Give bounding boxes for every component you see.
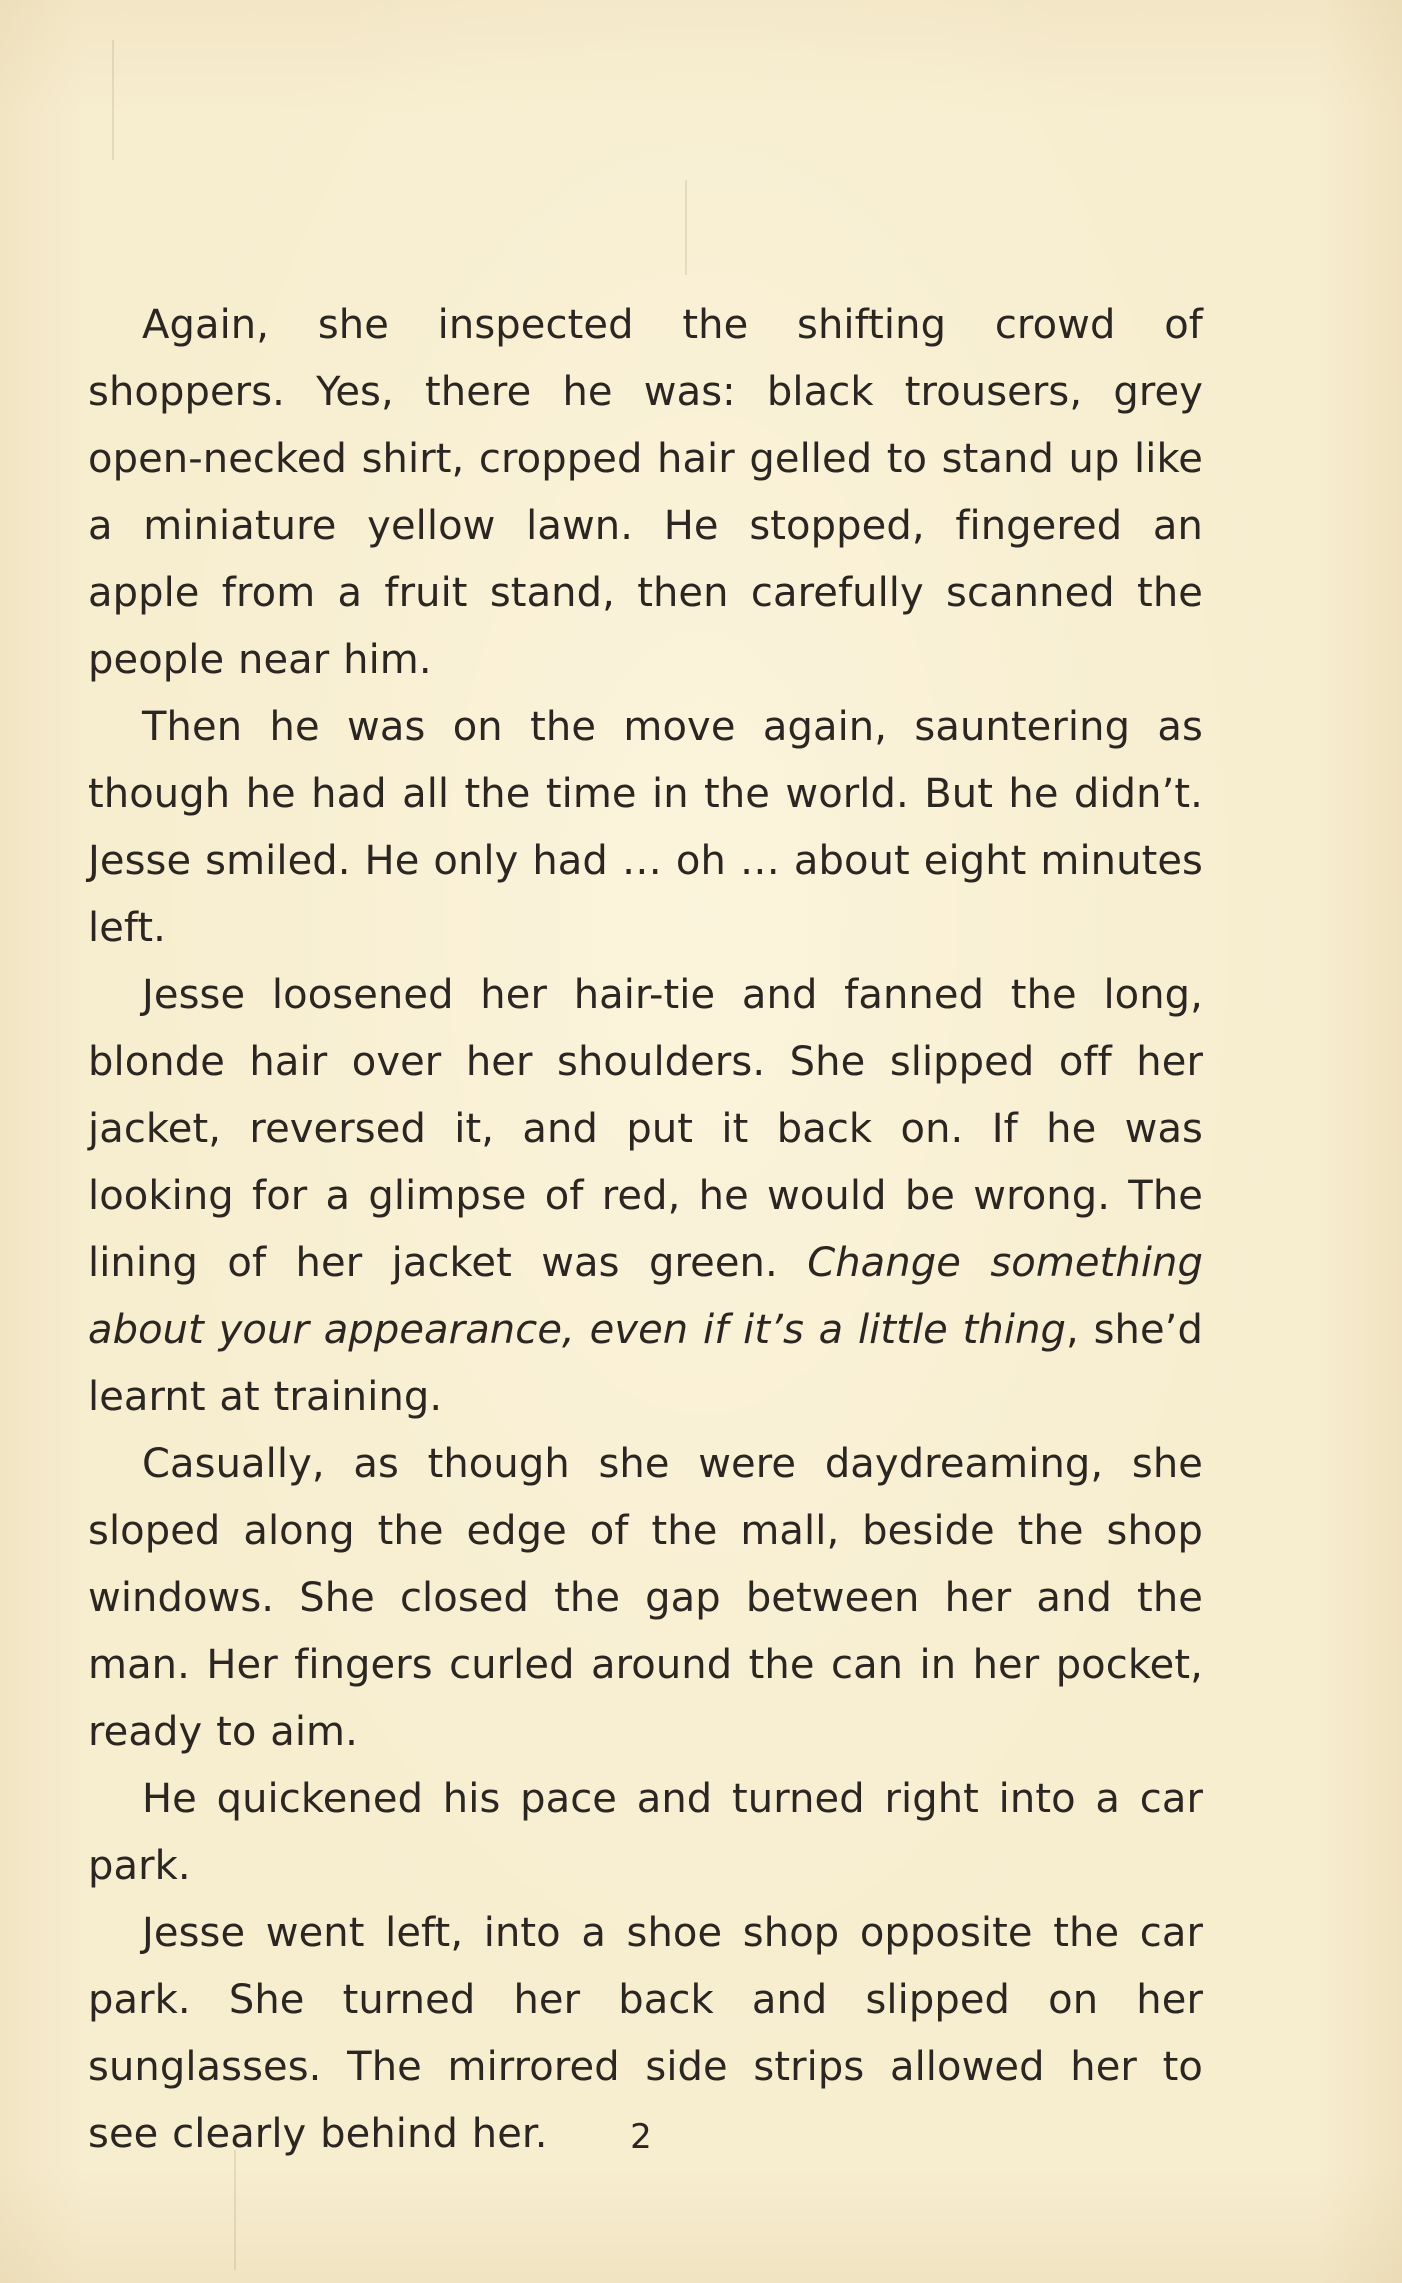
paragraph-1: Again, she inspected the shifting crowd of shoppers. Yes, there he was: black trousers, grey open-necked shirt, cropped hair gelled to stand up like a miniature yellow lawn. He stopped, fingered an apple from a fruit stand, then carefully scanned the people near him. bbox=[88, 302, 1203, 683]
paragraph-3-italic-phrase: Change something about your appearance, even if it’s a little thing bbox=[88, 1240, 1203, 1353]
page-crease-center bbox=[685, 180, 687, 275]
paragraph-3 bbox=[88, 962, 1203, 1431]
page-crease-left bbox=[112, 40, 114, 160]
page-crease-bottom-left bbox=[234, 2150, 236, 2270]
paragraph-4: Casually, as though she were daydreaming, she sloped along the edge of the mall, beside the shop windows. She closed the gap between her and the man. Her fingers curled around the can in her pocket, ready to aim. bbox=[88, 1441, 1203, 1755]
body-text bbox=[88, 292, 1203, 2168]
paragraph-2: Then he was on the move again, sauntering as though he had all the time in the world. But he didn’t. Jesse smiled. He only had … oh … about eight minutes left. bbox=[88, 704, 1203, 951]
paragraph-5: He quickened his pace and turned right into a car park. bbox=[88, 1776, 1203, 1889]
paragraph-3-text-before: Jesse loosened her hair-tie and fanned the long, blonde hair over her shoulders. She slipped off her jacket, reversed it, and put it back on. If he was looking for a glimpse of red, he would be wrong. The lining of her jacket was green. bbox=[88, 972, 1203, 1286]
paragraph-6: Jesse went left, into a shoe shop opposite the car park. She turned her back and slipped on her sunglasses. The mirrored side strips allowed her to see clearly behind her. bbox=[88, 1910, 1203, 2157]
paragraph-3-text-after: , she’d learnt at training. bbox=[88, 1307, 1203, 1420]
page-number: 2 bbox=[630, 2117, 652, 2157]
